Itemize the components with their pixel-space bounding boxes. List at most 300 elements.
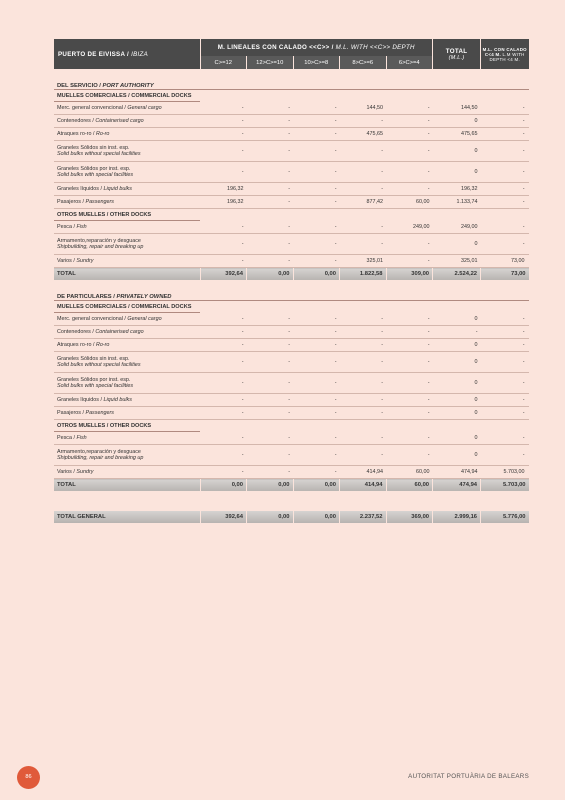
value-cell: - [340,234,387,255]
group-blank-cell [247,90,294,102]
section-title-es: DEL SERVICIO / [57,83,101,89]
row-label-es: Graneles Sólidos sin inst. esp. [57,145,130,151]
total-value-cell: 73,00 [481,268,529,281]
row-label-en: Fish [76,435,87,441]
total-header-label: TOTAL [445,47,468,55]
row-label-es: Merc. general convencional / [57,105,126,111]
section-title-en: PRIVATELY OWNED [116,294,172,300]
row-label [54,183,200,196]
value-cell: 5.703,00 [481,466,529,479]
value-cell: 0 [433,162,481,183]
value-cell: - [247,141,294,162]
row-label [54,339,200,352]
value-cell: - [200,445,247,466]
value-cell: - [340,407,387,420]
row-label-es: Graneles líquidos / [57,397,102,403]
value-cell: - [293,445,340,466]
table-row [54,234,529,255]
row-label-en: Sundry [76,258,94,264]
value-cell: - [293,196,340,209]
row-label [54,221,200,234]
group-blank-cell [481,420,529,432]
value-cell: 0 [433,115,481,128]
row-label-en: Shipbuilding, repair and breaking up [57,244,144,250]
value-cell: 0 [433,373,481,394]
value-cell: - [293,128,340,141]
row-label [54,373,200,394]
port-name: PUERTO DE EIVISSA / [58,50,130,58]
row-label-en: General cargo [127,316,162,322]
group-blank-cell [433,420,481,432]
value-cell: - [340,115,387,128]
value-cell: - [200,102,247,115]
total-value-cell: 0,00 [247,268,294,281]
group-header-row [54,301,529,313]
value-cell: - [481,432,529,445]
value-cell: - [386,313,433,326]
row-label [54,141,200,162]
value-cell: - [293,352,340,373]
value-cell: - [481,162,529,183]
value-cell: - [200,221,247,234]
table-row [54,141,529,162]
value-cell: - [481,128,529,141]
value-cell: - [247,128,294,141]
row-label-es: Varios / [57,469,75,475]
row-label [54,432,200,445]
value-cell: 475,65 [340,128,387,141]
group-blank-cell [340,209,387,221]
value-cell: - [481,394,529,407]
row-label-en: Containerised cargo [95,118,144,124]
value-cell: - [247,432,294,445]
shallow-header [481,39,529,69]
value-cell: - [433,326,481,339]
value-cell: - [293,432,340,445]
section-title-es: DE PARTICULARES / [57,294,115,300]
value-cell: - [386,102,433,115]
row-label-en: General cargo [127,105,162,111]
value-cell: - [481,196,529,209]
row-label-es: Pesca / [57,224,75,230]
value-cell: - [386,339,433,352]
value-cell: - [200,115,247,128]
value-cell: - [386,407,433,420]
value-cell: 0 [433,339,481,352]
table-row [54,196,529,209]
value-cell: - [247,326,294,339]
value-cell: - [340,183,387,196]
value-cell: - [386,183,433,196]
value-cell: 414,94 [340,466,387,479]
section-header-row [54,79,529,90]
row-label-en: Solid bulks without special facilities [57,362,141,368]
value-cell: - [200,394,247,407]
group-blank-cell [433,301,481,313]
row-label-es: Contenedores / [57,118,94,124]
value-cell: - [481,141,529,162]
value-cell: - [200,141,247,162]
row-label-es: Atraques ro-ro / [57,342,95,348]
value-cell: - [293,255,340,268]
value-cell: - [340,373,387,394]
spacer-row [54,69,529,79]
value-cell: - [386,352,433,373]
table-row [54,466,529,479]
value-cell: 60,00 [386,466,433,479]
value-cell: - [247,394,294,407]
value-cell: - [340,432,387,445]
table-row [54,432,529,445]
row-label [54,352,200,373]
row-label-en: Solid bulks with special facilities [57,172,134,178]
row-label-en: Liquid bulks [103,186,132,192]
row-label-es: Armamento,reparación y desguace [57,449,141,455]
value-cell: - [481,352,529,373]
value-cell: 877,42 [340,196,387,209]
value-cell: - [293,407,340,420]
total-value-cell: 0,00 [247,479,294,492]
spacer-row [54,280,529,290]
row-label [54,255,200,268]
row-label [54,445,200,466]
total-value-cell: 0,00 [293,479,340,492]
section-title [54,290,529,301]
total-value-cell: 60,00 [386,479,433,492]
group-blank-cell [200,209,247,221]
total-value-cell: 2.524,22 [433,268,481,281]
grand-total-value: 392,64 [200,511,247,523]
value-cell: - [293,183,340,196]
total-value-cell: 392,64 [200,268,247,281]
group-blank-cell [386,301,433,313]
depth-header [200,39,433,56]
group-blank-cell [293,90,340,102]
value-cell: 0 [433,394,481,407]
total-value-cell: 5.703,00 [481,479,529,492]
value-cell: - [340,162,387,183]
group-blank-cell [386,209,433,221]
row-label-es: Graneles Sólidos por inst. esp. [57,166,131,172]
row-label [54,466,200,479]
value-cell: - [293,234,340,255]
table-row [54,128,529,141]
group-title: MUELLES COMERCIALES / COMMERCIAL DOCKS [54,301,200,313]
value-cell: 60,00 [386,196,433,209]
value-cell: 0 [433,407,481,420]
row-label-en: Liquid bulks [103,397,132,403]
berth-depth-table [54,39,529,523]
grand-total-value: 5.776,00 [481,511,529,523]
section-header-row [54,290,529,301]
row-label [54,234,200,255]
port-name-en: IBIZA [131,50,149,58]
grand-total-value: 2.999,16 [433,511,481,523]
group-blank-cell [200,301,247,313]
table-row [54,313,529,326]
value-cell: - [247,221,294,234]
group-blank-cell [247,209,294,221]
grand-total-value: 0,00 [293,511,340,523]
value-cell: - [293,115,340,128]
row-label-es: Pesca / [57,435,75,441]
value-cell: - [386,115,433,128]
value-cell: - [481,221,529,234]
value-cell: 0 [433,445,481,466]
depth-range-header: 10>C>=8 [293,56,340,69]
group-blank-cell [481,301,529,313]
value-cell: - [293,326,340,339]
value-cell: - [247,313,294,326]
total-value-cell: 0,00 [200,479,247,492]
value-cell: - [293,466,340,479]
value-cell: 325,01 [433,255,481,268]
group-title: MUELLES COMERCIALES / COMMERCIAL DOCKS [54,90,200,102]
value-cell: - [247,196,294,209]
value-cell: - [481,115,529,128]
depth-range-header: 12>C>=10 [247,56,294,69]
value-cell: - [386,373,433,394]
shallow-header-a: M.L. CON CALADO [482,46,527,52]
port-table-wrapper [54,39,527,523]
table-row [54,352,529,373]
value-cell: 144,50 [433,102,481,115]
value-cell: - [293,313,340,326]
value-cell: - [481,373,529,394]
value-cell: - [340,326,387,339]
shallow-header-c: L.M WITH [502,51,525,57]
value-cell: - [293,394,340,407]
row-label-es: Graneles líquidos / [57,186,102,192]
port-title [54,39,200,69]
value-cell: - [200,162,247,183]
value-cell: - [200,234,247,255]
group-header-row [54,90,529,102]
page-number: 86 [25,774,32,780]
spacer-row [54,491,529,501]
group-blank-cell [481,209,529,221]
value-cell: - [247,115,294,128]
depth-range-header: 6>C>=4 [386,56,433,69]
value-cell: - [340,141,387,162]
value-cell: - [481,407,529,420]
value-cell: 0 [433,234,481,255]
group-blank-cell [247,420,294,432]
row-label-es: Armamento,reparación y desguace [57,238,141,244]
total-value-cell: 474,94 [433,479,481,492]
value-cell: - [247,407,294,420]
table-row [54,339,529,352]
value-cell: 196,32 [200,183,247,196]
spacer-cell [54,69,529,79]
table-row [54,373,529,394]
row-label-es: Contenedores / [57,329,94,335]
row-label-en: Ro-ro [95,131,110,137]
value-cell: 73,00 [481,255,529,268]
row-label-es: Graneles Sólidos por inst. esp. [57,377,131,383]
shallow-header-d: DEPTH <4 M. [489,56,521,62]
value-cell: 144,50 [340,102,387,115]
row-label [54,115,200,128]
value-cell: - [200,466,247,479]
row-label-es: Pasajeros / [57,199,84,205]
page-number-badge [17,766,40,789]
value-cell: - [481,326,529,339]
value-cell: 196,32 [200,196,247,209]
value-cell: - [293,162,340,183]
value-cell: 196,32 [433,183,481,196]
footer-organization: AUTORITAT PORTUÀRIA DE BALEARS [408,773,529,780]
group-blank-cell [200,90,247,102]
value-cell: 475,65 [433,128,481,141]
total-header [433,39,481,69]
row-label-en: Solid bulks without special facilities [57,151,141,157]
row-label [54,128,200,141]
group-blank-cell [340,420,387,432]
table-row [54,445,529,466]
group-blank-cell [386,420,433,432]
section-total-row [54,479,529,492]
row-label-es: Merc. general convencional / [57,316,126,322]
value-cell: - [340,221,387,234]
value-cell: 1.133,74 [433,196,481,209]
grand-total-row [54,511,529,523]
value-cell: - [386,394,433,407]
row-label [54,313,200,326]
grand-total-value: 369,00 [386,511,433,523]
value-cell: - [247,255,294,268]
value-cell: - [293,141,340,162]
table-row [54,255,529,268]
spacer-cell [54,491,529,501]
group-blank-cell [481,90,529,102]
shallow-header-b: C<4 M. [484,51,501,57]
value-cell: - [386,255,433,268]
value-cell: - [386,141,433,162]
value-cell: - [340,352,387,373]
value-cell: - [340,445,387,466]
value-cell: 0 [433,352,481,373]
value-cell: - [247,162,294,183]
value-cell: 474,94 [433,466,481,479]
row-label-en: Containerised cargo [95,329,144,335]
value-cell: 249,00 [386,221,433,234]
value-cell: - [386,432,433,445]
row-label-en: Solid bulks with special facilities [57,383,134,389]
row-label-en: Passengers [85,410,114,416]
row-label [54,394,200,407]
row-label-es: Pasajeros / [57,410,84,416]
value-cell: - [247,445,294,466]
value-cell: - [200,432,247,445]
grand-total-value: 0,00 [247,511,294,523]
group-blank-cell [293,209,340,221]
value-cell: - [340,394,387,407]
value-cell: 0 [433,432,481,445]
group-header-row [54,209,529,221]
value-cell: - [481,234,529,255]
value-cell: 249,00 [433,221,481,234]
value-cell: - [200,128,247,141]
total-value-cell: 309,00 [386,268,433,281]
row-label-es: Varios / [57,258,75,264]
group-blank-cell [293,301,340,313]
value-cell: - [247,183,294,196]
table-row [54,407,529,420]
row-label [54,196,200,209]
table-row [54,102,529,115]
value-cell: - [200,407,247,420]
value-cell: - [247,373,294,394]
value-cell: - [200,373,247,394]
grand-total-value: 2.237,52 [340,511,387,523]
group-blank-cell [386,90,433,102]
depth-range-header: C>=12 [200,56,247,69]
section-total-label: TOTAL [54,268,200,281]
table-row [54,162,529,183]
depth-header-es: M. LINEALES CON CALADO <<C>> / [217,44,334,51]
value-cell: - [386,234,433,255]
group-title: OTROS MUELLES / OTHER DOCKS [54,420,200,432]
spacer-row [54,501,529,511]
section-title [54,79,529,90]
value-cell: - [200,255,247,268]
table-row [54,221,529,234]
group-blank-cell [293,420,340,432]
value-cell: - [247,102,294,115]
table-row [54,183,529,196]
value-cell: - [200,352,247,373]
value-cell: 0 [433,141,481,162]
row-label [54,326,200,339]
group-blank-cell [200,420,247,432]
value-cell: - [481,313,529,326]
row-label [54,162,200,183]
grand-total-label: TOTAL GENERAL [54,511,200,523]
section-title-en: PORT AUTHORITY [102,83,154,89]
row-label [54,407,200,420]
value-cell: - [247,466,294,479]
depth-range-header: 8>C>=6 [340,56,387,69]
value-cell: - [481,339,529,352]
value-cell: - [386,162,433,183]
total-value-cell: 414,94 [340,479,387,492]
value-cell: - [481,183,529,196]
row-label-en: Sundry [76,469,94,475]
value-cell: - [293,221,340,234]
value-cell: - [200,313,247,326]
total-value-cell: 0,00 [293,268,340,281]
value-cell: - [247,234,294,255]
row-label [54,102,200,115]
value-cell: - [200,326,247,339]
value-cell: - [340,313,387,326]
value-cell: 0 [433,313,481,326]
value-cell: - [481,102,529,115]
group-header-row [54,420,529,432]
value-cell: - [481,445,529,466]
group-blank-cell [247,301,294,313]
table-row [54,394,529,407]
row-label-es: Atraques ro-ro / [57,131,95,137]
total-header-sub: (M.L.) [448,54,465,61]
section-total-row [54,268,529,281]
value-cell: - [293,102,340,115]
group-title: OTROS MUELLES / OTHER DOCKS [54,209,200,221]
value-cell: - [293,339,340,352]
spacer-cell [54,280,529,290]
row-label-en: Passengers [85,199,114,205]
